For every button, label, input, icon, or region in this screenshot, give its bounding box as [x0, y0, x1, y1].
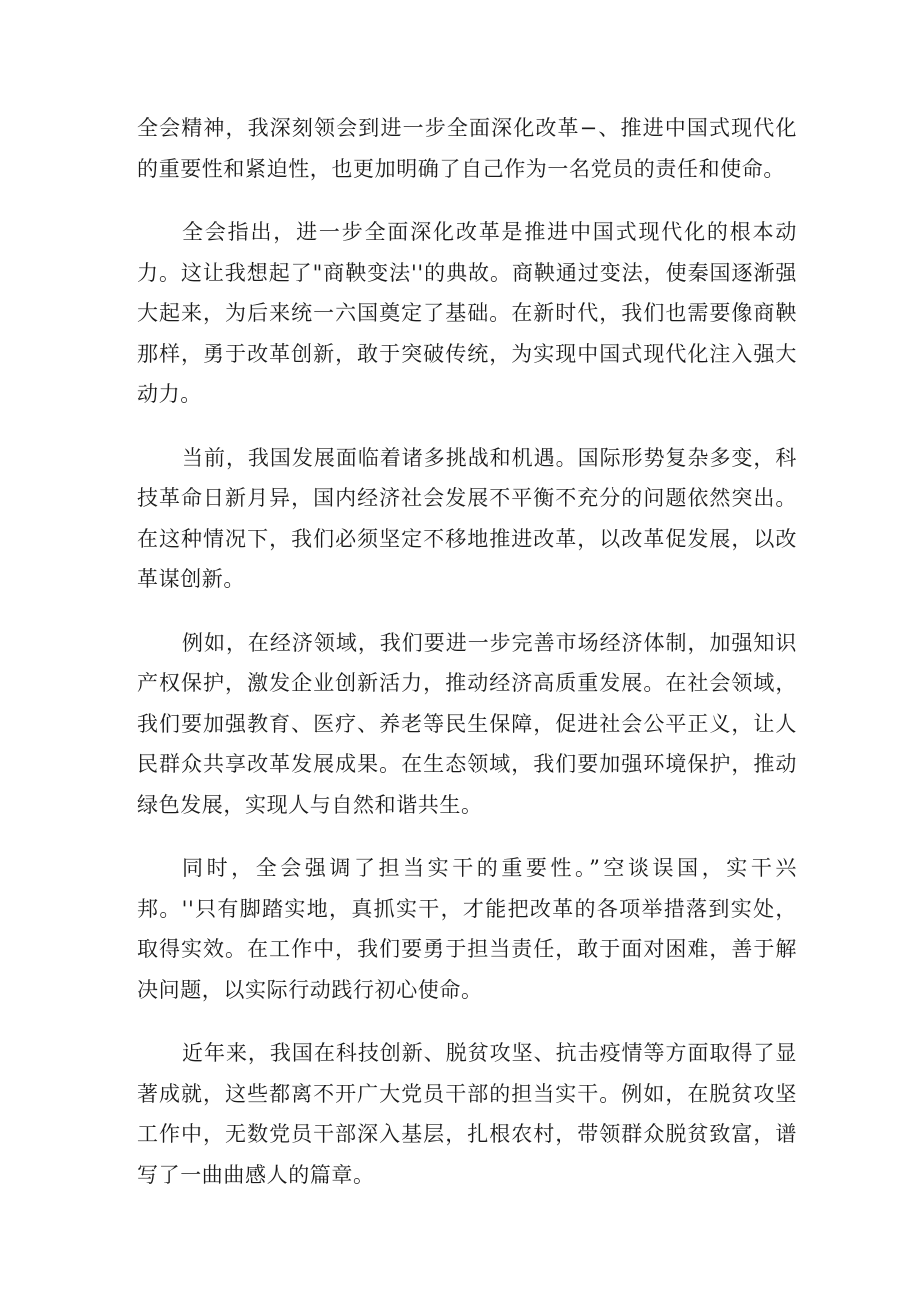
paragraph-5: 同时，全会强调了担当实干的重要性。”空谈误国，实干兴邦。''只有脚踏实地，真抓实干，才能把改革的各项举措落到实处，取得实效。在工作中，我们要勇于担当责任，敢于面对困难，善于解决问题，以实际行动践行初心使命。	[137, 856, 797, 1002]
paragraph-3: 当前，我国发展面临着诸多挑战和机遇。国际形势复杂多变，科技革命日新月异，国内经济社会发展不平衡不充分的问题依然突出。在这种情况下，我们必须坚定不移地推进改革，以改革促发展，以改革谋创新。	[137, 445, 797, 591]
paragraph-1: 全会精神，我深刻领会到进一步全面深化改革−、推进中国式现代化的重要性和紧迫性，也更加明确了自己作为一名党员的责任和使命。	[137, 116, 797, 181]
paragraph-4: 例如，在经济领域，我们要进一步完善市场经济体制，加强知识产权保护，激发企业创新活力，推动经济高质重发展。在社会领域，我们要加强教育、医疗、养老等民生保障，促进社会公平正义，让人民群众共享改革发展成果。在生态领域，我们要加强环境保护，推动绿色发展，实现人与自然和谐共生。	[137, 630, 797, 817]
paragraph-6: 近年来，我国在科技创新、脱贫攻坚、抗击疫情等方面取得了显著成就，这些都离不开广大党员干部的担当实干。例如，在脱贫攻坚工作中，无数党员干部深入基层，扎根农村，带领群众脱贫致富，谱写了一曲曲感人的篇章。	[137, 1041, 797, 1187]
paragraph-2: 全会指出，进一步全面深化改革是推进中国式现代化的根本动力。这让我想起了"商鞅变法''的典故。商鞅通过变法，使秦国逐渐强大起来，为后来统一六国奠定了基础。在新时代，我们也需要像商鞅那样，勇于改革创新，敢于突破传统，为实现中国式现代化注入强大动力。	[137, 220, 797, 406]
document-body	[137, 108, 797, 1218]
